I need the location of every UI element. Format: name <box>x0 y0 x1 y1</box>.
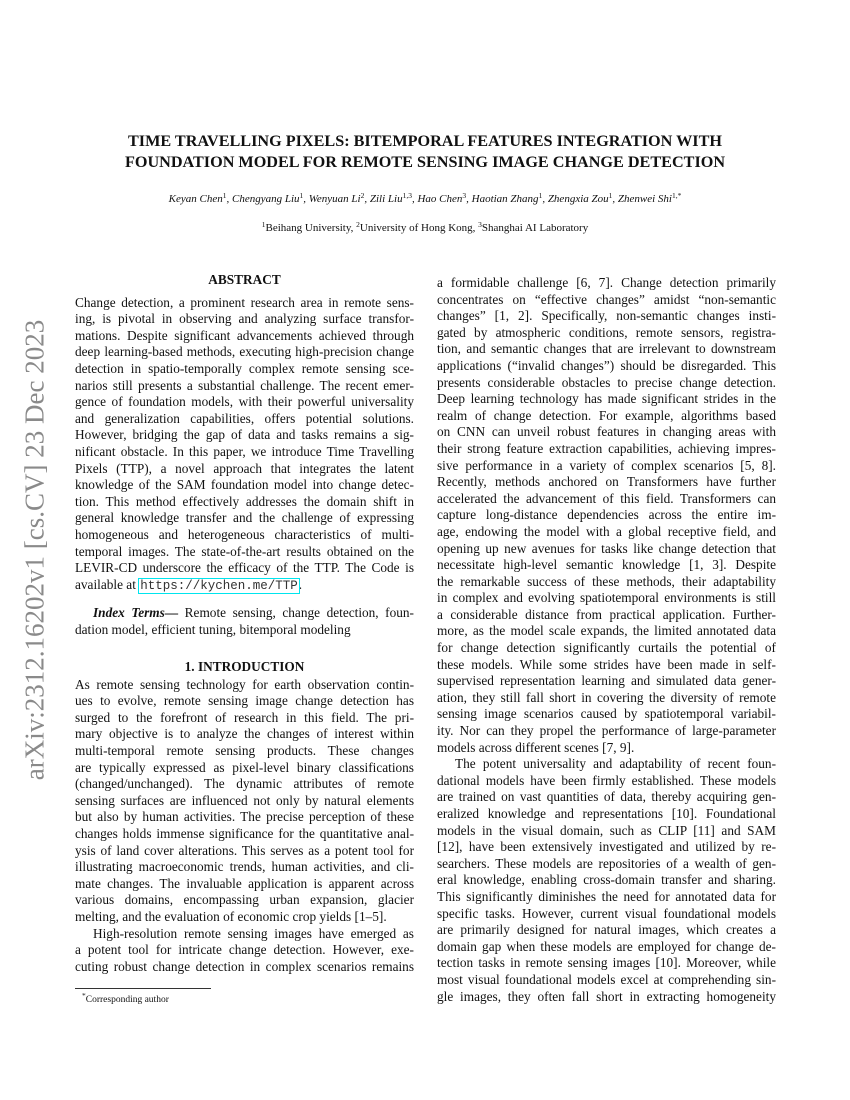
abstract-line: Pixels (TTP), a novel approach that integrates the latent <box>75 460 414 476</box>
abstract-line: tion. This method effectively addresses the domain shift in <box>75 493 414 509</box>
paragraph-line: a considerable distance from practical application. Further- <box>437 606 776 622</box>
abstract-section <box>75 272 414 638</box>
paragraph-line: their strong feature extraction capabilities, achieving impres- <box>437 440 776 456</box>
paragraph-line: The potent universality and adaptability of recent foun- <box>455 756 776 772</box>
paragraph-line: High-resolution remote sensing images have emerged as <box>93 925 414 941</box>
paragraph-line: mary objective is to analyze the changes of interest within <box>75 726 414 742</box>
paragraph-line: sive performance in a variety of complex scenarios [5, 8]. <box>437 457 776 473</box>
author-affiliation-mark: 1 <box>608 191 613 200</box>
paragraph-line: melting, and the evaluation of economic crop yields [1–5]. <box>75 908 387 924</box>
footnote <box>82 991 169 1005</box>
paragraph-line: supervised representation learning and simulated data gener- <box>437 673 776 689</box>
paragraph-line: presents considerable obstacles to precise change detection. <box>437 374 776 390</box>
abstract-line: However, bridging the gap of data and tasks remains a sig- <box>75 427 414 443</box>
index-terms-label: Index Terms— <box>93 605 179 621</box>
abstract-line: narios still presents a substantial challenge. The recent emer- <box>75 377 414 393</box>
paragraph-line: domain gap when these models are employed for change de- <box>437 938 776 954</box>
abstract-line: ing, is pivotal in observing and analyzing surface transfor- <box>75 311 414 327</box>
paragraph-line: specific tasks. However, current visual foundational models <box>437 905 776 921</box>
paragraph-line: mate changes. The invaluable application is apparent across <box>75 875 414 891</box>
paragraph-line: (changed/unchanged). The dynamic attributes of remote <box>75 776 414 792</box>
paragraph-line: tection tasks in remote sensing images [10]. Moreover, while <box>437 955 776 971</box>
abstract-text: available at <box>75 576 140 592</box>
author-affiliation-mark: 2 <box>360 191 365 200</box>
author-name: Hao Chen <box>417 193 463 205</box>
author-affiliation-mark: 1 <box>299 191 304 200</box>
paragraph-line: more, as the model scale expands, the limited annotated data <box>437 623 776 639</box>
author-affiliation-mark: 1 <box>538 191 543 200</box>
paragraph-line: but also by human activities. The precise perception of these <box>75 809 414 825</box>
paragraph-line: searchers. These models are repositories of a wealth of gen- <box>437 855 776 871</box>
abstract-line: Change detection, a prominent research area in remote sens- <box>75 294 414 310</box>
paragraph-line: a potent tool for intricate change detection. However, exe- <box>75 942 414 958</box>
abstract-line: temporal images. The state-of-the-art results obtained on the <box>75 543 414 559</box>
abstract-text: . <box>298 576 303 592</box>
abstract-line: mations. Despite significant advancements achieved through <box>75 327 414 343</box>
paragraph-line: realm of change detection. For example, algorithms based <box>437 407 776 423</box>
code-link[interactable]: https://kychen.me/TTP <box>140 578 298 593</box>
footnote-mark: * <box>82 991 86 1000</box>
affiliation-name: University of Hong Kong <box>359 222 473 234</box>
abstract-heading: ABSTRACT <box>208 272 281 287</box>
title-line: FOUNDATION MODEL FOR REMOTE SENSING IMAGE CHANGE DETECTION <box>124 153 726 171</box>
abstract-line: knowledge of the SAM foundation model into change detec- <box>75 477 414 493</box>
abstract-line: LEVIR-CD underscore the efficacy of the TTP. The Code is <box>75 560 414 576</box>
abstract-line: and generalization capabilities, offers potential solutions. <box>75 410 414 426</box>
author-name: Zhenwei Shi <box>617 193 672 205</box>
paragraph-line: age, endowing the model with a global receptive field, and <box>437 523 776 539</box>
affiliation-mark: 2 <box>356 220 360 229</box>
paragraph-line: ation, they still fall short in covering the diversity of remote <box>437 689 776 705</box>
author-name: Keyan Chen <box>168 193 223 205</box>
author-name: Wenyuan Li <box>308 193 361 205</box>
paragraph-line: ysis of land cover alterations. This serves as a potent tool for <box>75 842 414 858</box>
paragraph-line: eralized knowledge and representations [10]. Foundational <box>437 806 776 821</box>
author-affiliation-mark: 1,3 <box>402 191 412 200</box>
paragraph-line: on CNN can unveil robust features in changing areas with <box>437 424 776 440</box>
author-name: Chengyang Liu <box>231 193 300 205</box>
affiliation-name: Shanghai AI Laboratory <box>481 222 589 234</box>
paragraph-line: are trained on vast quantities of data, thereby acquiring gen- <box>437 789 776 805</box>
abstract-line: gence of foundation models, with their powerful universality <box>75 394 414 410</box>
abstract-line: nificant obstacle. In this paper, we introduce Time Travelling <box>75 443 414 459</box>
footnote-text: Corresponding author <box>85 995 169 1005</box>
index-terms-text: Remote sensing, change detection, foun- <box>178 605 414 621</box>
paragraph-line: applications (“invalid changes”) should be disregarded. This <box>437 357 776 373</box>
author-affiliation-mark: 3 <box>462 191 467 200</box>
paragraph-line: This significantly diminishes the need for annotated data for <box>437 888 776 904</box>
affiliation-mark: 3 <box>478 220 482 229</box>
paragraph-line: changes holds immense significance for the quantitative anal- <box>75 825 414 841</box>
introduction-body-left <box>75 677 414 976</box>
paragraph-line: a formidable challenge [6, 7]. Change detection primarily <box>437 275 776 290</box>
paragraph-line: opening up new avenues for tasks like change detection that <box>437 540 776 556</box>
affiliation-name: Beihang University <box>265 222 351 234</box>
author-affiliation-mark: 1,* <box>671 191 682 200</box>
paragraph-line: necessitate high-level semantic knowledge [1, 3]. Despite <box>437 557 776 573</box>
paragraph-line: most visual foundational models excel at comprehending sin- <box>437 971 776 987</box>
paragraph-line: sensing surfaces are influenced not only by natural elements <box>75 792 414 808</box>
paragraph-line: Deep learning technology has made significant strides in the <box>437 391 776 407</box>
arxiv-identifier-sidebar: arXiv:2312.16202v1 [cs.CV] 23 Dec 2023 <box>19 319 50 781</box>
abstract-line: general knowledge transfer and the challenge of expressing <box>75 510 414 526</box>
paragraph-line: changes” [1, 2]. Specifically, non-semantic changes insti- <box>437 308 776 324</box>
paragraph-line: dational models have been firmly established. These models <box>437 772 776 788</box>
paragraph-line: various domains, encompassing urban expansion, glacier <box>75 892 414 908</box>
paragraph-line: accelerated the advancement of this field. Transformers can <box>437 490 776 506</box>
paragraph-line: tion, and semantic changes that are irrelevant to downstream <box>437 341 776 357</box>
paragraph-line: eral knowledge, enabling cross-domain transfer and sharing. <box>437 872 776 888</box>
paper-title <box>60 131 790 173</box>
abstract-line: detection in spatio-temporally complex remote sensing sce- <box>75 360 414 376</box>
paragraph-line: ity. Nor can they propel the performance of large-parameter <box>437 723 776 739</box>
paragraph-line: are primarily designed for natural images, which creates a <box>437 922 776 938</box>
title-line: TIME TRAVELLING PIXELS: BITEMPORAL FEATURES INTEGRATION WITH <box>128 132 722 150</box>
author-name: Zhengxia Zou <box>547 193 609 205</box>
paragraph-line: models across different scenes [7, 9]. <box>437 739 635 755</box>
paragraph-line: capture long-distance dependencies across the entire im- <box>437 507 776 523</box>
paragraph-line: the remarkable success of these methods, their adaptability <box>437 573 776 589</box>
abstract-line: homogeneous and heterogeneous characteristics of multi- <box>75 526 414 542</box>
author-list: Keyan Chen$^1$, Chengyang Liu$^1$, Wenyuan Li$^2$, Zili Liu$^{1,3}$, Hao Chen$^3$, Haotian Zhang$^1$, Zhengxia Zou$^1$, Zhenwei Shi$^{1,*}$ <box>168 191 682 205</box>
abstract-line <box>75 577 414 594</box>
paragraph-line: are typically expressed as pixel-level binary classifications <box>75 759 414 775</box>
abstract-body <box>75 295 414 577</box>
paragraph-line: models in the visual domain, such as CLIP [11] and SAM <box>437 822 776 838</box>
author-affiliation-mark: 1 <box>222 191 227 200</box>
paragraph-line: [12], have been extensively investigated and utilized by re- <box>437 839 776 855</box>
introduction-heading: 1. INTRODUCTION <box>184 659 305 674</box>
author-name: Haotian Zhang <box>471 193 539 205</box>
paragraph-line: multi-temporal remote sensing products. These changes <box>75 742 414 758</box>
affiliation-mark: 1 <box>261 220 266 229</box>
paragraph-line: gated by atmospheric conditions, remote sensors, registra- <box>437 324 776 340</box>
author-name: Zili Liu <box>369 193 403 205</box>
footnote-rule <box>75 988 211 989</box>
paragraph-line: for change detection significantly curtails the potential of <box>437 640 776 656</box>
abstract-line: deep learning-based methods, executing high-precision change <box>75 344 414 360</box>
introduction-body-right <box>437 275 776 1005</box>
paragraph-line: surged to the forefront of research in this field. The pri- <box>75 709 414 725</box>
paragraph-line: As remote sensing technology for earth observation contin- <box>75 676 414 692</box>
index-terms-line: dation model, efficient tuning, bitemporal modeling <box>75 621 351 637</box>
introduction-section <box>75 659 414 975</box>
paragraph-line: in complex and evolving spatiotemporal environments is still <box>437 590 776 606</box>
paragraph-line: sensing image scenarios caused by spatiotemporal variabil- <box>437 706 776 722</box>
paragraph-line: illustrating macroeconomic trends, human activities, and cli- <box>75 859 414 875</box>
paragraph-line: these models. While some strides have been made in self- <box>437 656 776 672</box>
index-terms-line <box>75 605 414 622</box>
paragraph-line: concentrates on “effective changes” amidst “non-semantic <box>437 291 776 307</box>
paragraph-line: ues to evolve, remote sensing image change detection has <box>75 693 414 709</box>
paragraph-line: cuting robust change detection in complex scenarios remains <box>75 958 414 974</box>
paragraph-line: Recently, methods anchored on Transformers have further <box>437 474 776 490</box>
affiliations: $^1$Beihang University, $^2$University of Hong Kong, $^3$Shanghai AI Laboratory <box>261 220 589 234</box>
paragraph-line: gle images, they often fall short in extracting homogeneity <box>437 988 776 1004</box>
